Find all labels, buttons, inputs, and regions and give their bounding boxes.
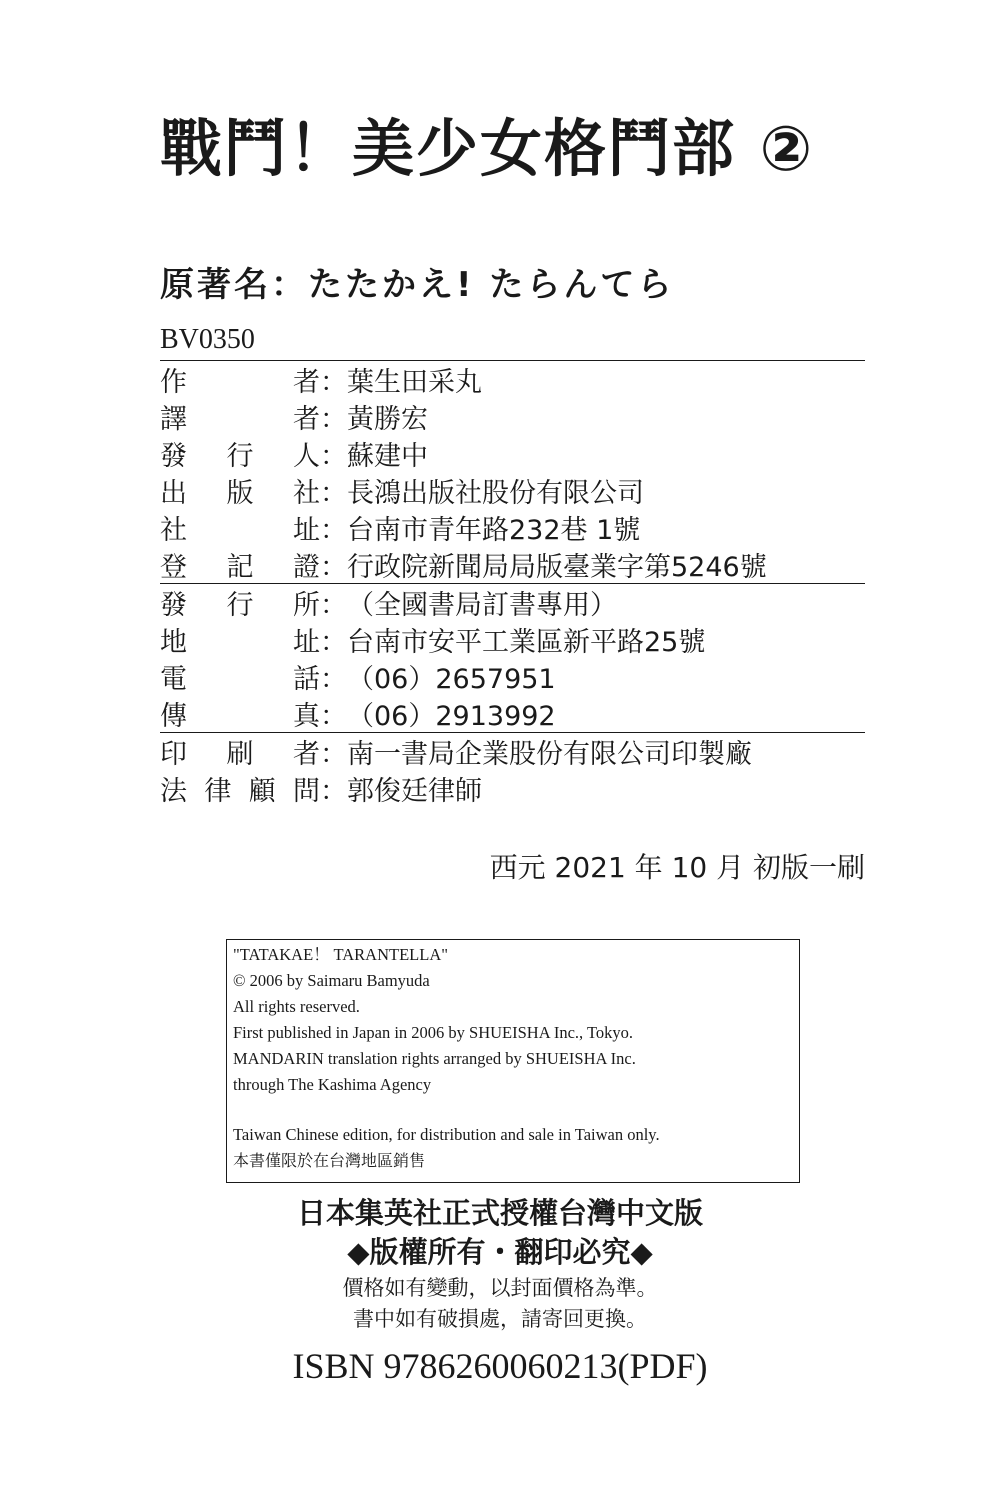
info-label-char: 所: [293, 590, 320, 621]
price-note: 價格如有變動，以封面價格為準。: [342, 1276, 658, 1300]
info-label-char: 顧: [248, 776, 276, 807]
publication-info: [160, 360, 865, 807]
info-label-char: 行: [226, 441, 254, 472]
info-label: [160, 620, 320, 659]
info-row: [160, 398, 865, 435]
info-label-char: 登: [160, 552, 187, 583]
info-label: [160, 434, 320, 473]
info-label-char: 律: [204, 776, 232, 807]
info-colon: ：: [320, 776, 347, 807]
info-label-char: 譯: [160, 404, 187, 435]
info-value: 長鴻出版社股份有限公司: [347, 478, 644, 509]
product-code: BV0350: [160, 324, 255, 355]
info-label-char: 電: [160, 664, 187, 695]
info-label-char: 人: [293, 441, 320, 472]
book-title: 戰鬥！美少女格鬥部 ②: [160, 112, 815, 185]
info-colon: ：: [320, 478, 347, 509]
copyright-box: [226, 939, 800, 1183]
info-label: [160, 545, 320, 584]
copyright-line: through The Kashima Agency: [233, 1075, 432, 1094]
copyright-line: First published in Japan in 2006 by SHUEISHA Inc., Tokyo.: [233, 1023, 634, 1042]
info-label-char: 版: [226, 478, 254, 509]
info-label-char: 地: [160, 627, 187, 658]
info-label-char: 傳: [160, 701, 187, 732]
info-label-char: 證: [293, 552, 320, 583]
info-colon: ：: [320, 404, 347, 435]
info-group-distributor: [160, 584, 865, 732]
info-label: [160, 397, 320, 436]
info-label-char: 真: [293, 701, 320, 732]
isbn: ISBN 9786260060213(PDF): [292, 1346, 708, 1386]
info-label: [160, 471, 320, 510]
info-value: 南一書局企業股份有限公司印製廠: [347, 739, 752, 770]
info-row: [160, 695, 865, 732]
info-label-char: 社: [160, 515, 187, 546]
info-colon: ：: [320, 367, 347, 398]
info-value: 台南市安平工業區新平路25號: [347, 627, 706, 658]
info-colon: ：: [320, 627, 347, 658]
info-row: [160, 770, 865, 807]
info-label: [160, 508, 320, 547]
info-label: [160, 583, 320, 622]
authorization-line: 日本集英社正式授權台灣中文版: [296, 1196, 703, 1230]
info-row: [160, 435, 865, 472]
info-row: [160, 621, 865, 658]
info-value: 黃勝宏: [347, 404, 428, 435]
copyright-line: MANDARIN translation rights arranged by SHUEISHA Inc.: [233, 1049, 636, 1068]
info-label-char: 記: [226, 552, 254, 583]
info-row: [160, 733, 865, 770]
info-colon: ：: [320, 552, 347, 583]
info-label-char: 發: [160, 441, 187, 472]
info-value: （06）2913992: [347, 701, 556, 732]
info-group-publisher: [160, 361, 865, 583]
info-group-printer: [160, 733, 865, 807]
info-label: [160, 769, 320, 808]
info-colon: ：: [320, 441, 347, 472]
info-label-char: 印: [160, 739, 187, 770]
info-label-char: 址: [293, 627, 320, 658]
info-row: [160, 509, 865, 546]
info-label-char: 行: [226, 590, 254, 621]
info-label-char: 刷: [226, 739, 254, 770]
info-row: [160, 658, 865, 695]
info-label-char: 社: [293, 478, 320, 509]
info-colon: ：: [320, 515, 347, 546]
info-row: [160, 584, 865, 621]
info-value: （全國書局訂書專用）: [347, 590, 617, 621]
distribution-line: Taiwan Chinese edition, for distribution and sale in Taiwan only.: [233, 1125, 660, 1144]
copyright-line: All rights reserved.: [233, 997, 360, 1016]
info-label-char: 法: [160, 776, 187, 807]
info-colon: ：: [320, 590, 347, 621]
info-label: [160, 657, 320, 696]
copyright-line: © 2006 by Saimaru Bamyuda: [233, 971, 430, 990]
damage-note: 書中如有破損處，請寄回更換。: [353, 1307, 647, 1331]
info-label: [160, 360, 320, 399]
info-row: [160, 546, 865, 583]
info-value: 葉生田采丸: [347, 367, 482, 398]
info-row: [160, 361, 865, 398]
info-label: [160, 694, 320, 733]
info-row: [160, 472, 865, 509]
info-value: 蘇建中: [347, 441, 428, 472]
info-colon: ：: [320, 664, 347, 695]
info-label-char: 作: [160, 367, 187, 398]
rights-line: ◆版權所有・翻印必究◆: [347, 1235, 653, 1269]
copyright-line: "TATAKAE！ TARANTELLA": [233, 945, 448, 964]
info-label-char: 出: [160, 478, 187, 509]
info-label-char: 址: [293, 515, 320, 546]
info-label-char: 發: [160, 590, 187, 621]
info-colon: ：: [320, 701, 347, 732]
info-label-char: 問: [292, 776, 320, 807]
info-label-char: 話: [293, 664, 320, 695]
info-label-char: 者: [293, 404, 320, 435]
info-label: [160, 732, 320, 771]
info-colon: ：: [320, 739, 347, 770]
info-value: （06）2657951: [347, 664, 556, 695]
edition-date: 西元 2021 年 10 月 初版一刷: [489, 851, 865, 884]
info-value: 郭俊廷律師: [347, 776, 482, 807]
info-label-char: 者: [293, 367, 320, 398]
original-title: 原著名：たたかえ! たらんてら: [160, 265, 675, 305]
info-value: 台南市青年路232巷 1號: [347, 515, 641, 546]
distribution-line: 本書僅限於在台灣地區銷售: [233, 1151, 426, 1170]
info-value: 行政院新聞局局版臺業字第5246號: [347, 552, 767, 583]
info-label-char: 者: [293, 739, 320, 770]
